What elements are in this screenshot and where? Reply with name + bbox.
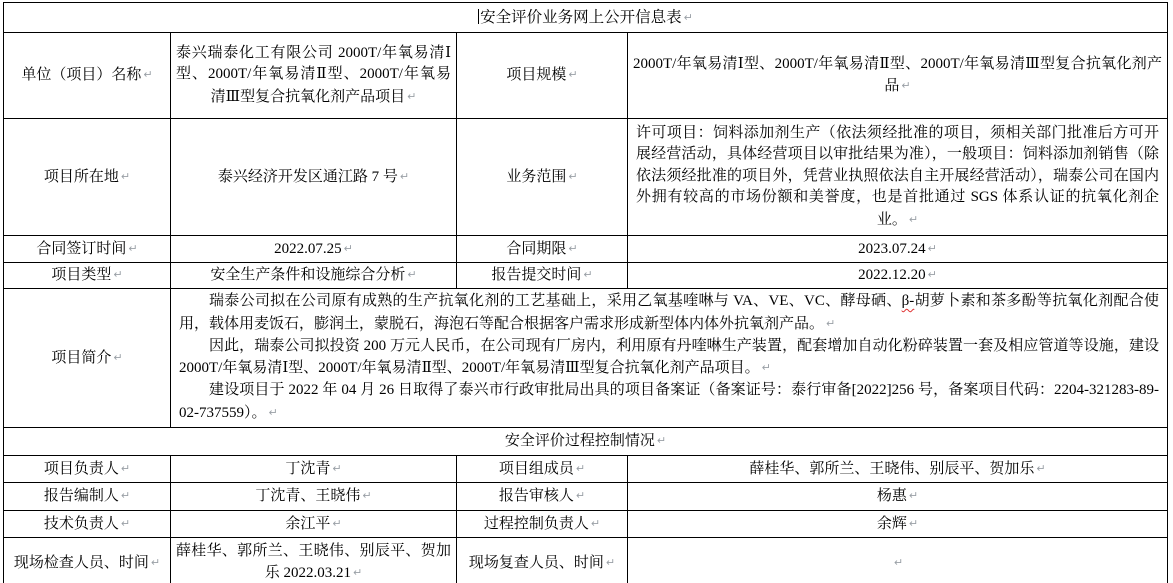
paragraph-mark-icon bbox=[111, 267, 122, 283]
value-team-members: 薛桂华、郭所兰、王晓伟、别辰平、贺加乐↵ ↵ bbox=[628, 455, 1168, 482]
label-team-members: 项目组成员↵ bbox=[457, 455, 628, 482]
safety-evaluation-info-table bbox=[3, 2, 1168, 583]
paragraph-mark-icon bbox=[126, 241, 137, 257]
paragraph-mark-icon bbox=[899, 78, 910, 94]
value-project-lead: 丁沈青↵ bbox=[171, 455, 457, 482]
label-contract-term: 合同期限↵ bbox=[457, 236, 628, 263]
label-unit-name: 单位（项目）名称↵ bbox=[4, 33, 171, 119]
table-title: 安全评价业务网上公开信息表 bbox=[480, 8, 682, 26]
label-project-lead: 项目负责人↵ bbox=[4, 455, 171, 482]
label-report-submit-time: 报告提交时间↵ bbox=[457, 263, 628, 289]
overview-paragraph-1: 瑞泰公司拟在公司原有成熟的生产抗氧化剂的工艺基础上，采用乙氧基喹啉与 VA、VE、VC、酵母硒、β-胡萝卜素和茶多酚等抗氧化剂配合使用，载体用麦饭石，膨润土，蒙脱石，海泡石等配合根据客户需求形成新型体内体外抗氧剂产品。↵ bbox=[179, 291, 1159, 336]
label-report-writer: 报告编制人↵ bbox=[4, 482, 171, 510]
paragraph-mark-icon bbox=[405, 267, 416, 283]
paragraph-mark-icon bbox=[566, 241, 577, 257]
label-process-control-lead: 过程控制负责人↵ bbox=[457, 510, 628, 537]
value-report-reviewer: 杨惠↵ ↵ bbox=[628, 482, 1168, 510]
paragraph-mark-icon bbox=[566, 67, 577, 83]
paragraph-mark-icon bbox=[119, 516, 130, 532]
paragraph-mark-icon bbox=[907, 516, 918, 532]
section-header-process-control: 安全评价过程控制情况↵ ↵ bbox=[4, 427, 1168, 455]
paragraph-mark-icon bbox=[267, 405, 278, 421]
value-unit-name: 泰兴瑞泰化工有限公司 2000T/年氧易清Ⅰ型、2000T/年氧易清Ⅱ型、2000T/年氧易清Ⅲ型复合抗氧化剂产品项目↵ bbox=[171, 33, 457, 119]
paragraph-mark-icon bbox=[119, 169, 130, 185]
paragraph-mark-icon bbox=[574, 461, 585, 477]
table-title-cell bbox=[4, 3, 1168, 33]
paragraph-mark-icon bbox=[330, 516, 341, 532]
text-cursor bbox=[478, 9, 479, 24]
label-site-inspection: 现场检查人员、时间↵ bbox=[4, 537, 171, 583]
paragraph-mark-icon bbox=[589, 516, 600, 532]
label-site-review: 现场复查人员、时间↵ bbox=[457, 537, 628, 583]
paragraph-mark-icon bbox=[149, 555, 160, 571]
paragraph-mark-icon bbox=[566, 169, 577, 185]
value-process-control-lead: 余辉↵ ↵ bbox=[628, 510, 1168, 537]
label-project-scale: 项目规模↵ bbox=[457, 33, 628, 119]
value-report-writer: 丁沈青、王晓伟↵ bbox=[171, 482, 457, 510]
paragraph-mark-icon bbox=[655, 433, 666, 449]
value-tech-lead: 余江平↵ bbox=[171, 510, 457, 537]
paragraph-mark-icon bbox=[351, 565, 362, 581]
value-site-inspection: 薛桂华、郭所兰、王晓伟、别辰平、贺加乐 2022.03.21↵ bbox=[171, 537, 457, 583]
paragraph-mark-icon bbox=[892, 555, 903, 571]
value-contract-sign-date: 2022.07.25↵ bbox=[171, 236, 457, 263]
paragraph-mark-icon bbox=[360, 488, 371, 504]
label-business-scope: 业务范围↵ bbox=[457, 119, 628, 236]
paragraph-mark-icon bbox=[111, 350, 122, 366]
value-contract-term: 2023.07.24↵ ↵ bbox=[628, 236, 1168, 263]
paragraph-mark-icon bbox=[926, 267, 937, 283]
paragraph-mark-icon bbox=[1034, 461, 1045, 477]
paragraph-mark-icon bbox=[119, 461, 130, 477]
paragraph-mark-icon bbox=[604, 555, 615, 571]
paragraph-mark-icon bbox=[574, 488, 585, 504]
paragraph-mark-icon bbox=[760, 360, 771, 376]
paragraph-mark-icon bbox=[398, 169, 409, 185]
label-report-reviewer: 报告审核人↵ bbox=[457, 482, 628, 510]
value-report-submit-time: 2022.12.20↵ ↵ bbox=[628, 263, 1168, 289]
value-business-scope: 许可项目：饲料添加剂生产（依法须经批准的项目，须相关部门批准后方可开展经营活动，具体经营项目以审批结果为准），一般项目：饲料添加剂销售（除依法须经批准的项目外，凭营业执照依法自主开展经营活动），瑞泰公司在国内外拥有较高的市场份额和美誉度，也是首批通过 SGS 体系认证的抗氧化剂企业。↵ ↵ bbox=[628, 119, 1168, 236]
value-project-location: 泰兴经济开发区通江路 7 号↵ bbox=[171, 119, 457, 236]
paragraph-mark-icon bbox=[330, 461, 341, 477]
spellcheck-flagged-text: β- bbox=[901, 293, 915, 309]
label-project-location: 项目所在地↵ bbox=[4, 119, 171, 236]
paragraph-mark-icon bbox=[342, 241, 353, 257]
paragraph-mark-icon bbox=[907, 488, 918, 504]
value-project-scale: 2000T/年氧易清Ⅰ型、2000T/年氧易清Ⅱ型、2000T/年氧易清Ⅲ型复合抗氧化剂产品↵ ↵ bbox=[628, 33, 1168, 119]
paragraph-mark-icon bbox=[119, 488, 130, 504]
paragraph-mark-icon bbox=[581, 267, 592, 283]
value-project-overview bbox=[171, 289, 1168, 428]
paragraph-mark-icon bbox=[682, 9, 693, 26]
paragraph-mark-icon bbox=[405, 89, 416, 105]
paragraph-mark-icon bbox=[907, 212, 918, 228]
paragraph-mark-icon bbox=[824, 316, 835, 332]
overview-paragraph-3: 建设项目于 2022 年 04 月 26 日取得了泰兴市行政审批局出具的项目备案证（备案证号：泰行审备[2022]256 号，备案项目代码：2204-321283-89-02-737559）。↵ bbox=[179, 380, 1159, 425]
paragraph-mark-icon bbox=[926, 241, 937, 257]
label-contract-sign-date: 合同签订时间↵ bbox=[4, 236, 171, 263]
paragraph-mark-icon bbox=[141, 67, 152, 83]
value-site-review bbox=[628, 537, 1168, 583]
value-project-type: 安全生产条件和设施综合分析↵ bbox=[171, 263, 457, 289]
label-project-type: 项目类型↵ bbox=[4, 263, 171, 289]
overview-paragraph-2: 因此，瑞泰公司拟投资 200 万元人民币，在公司现有厂房内，利用原有丹喹啉生产装置，配套增加自动化粉碎装置一套及相应管道等设施，建设 2000T/年氧易清Ⅰ型、2000T/年氧易清Ⅱ型、2000T/年氧易清Ⅲ型复合抗氧化剂产品项目。↵ bbox=[179, 336, 1159, 381]
label-tech-lead: 技术负责人↵ bbox=[4, 510, 171, 537]
label-project-overview: 项目简介↵ bbox=[4, 289, 171, 428]
